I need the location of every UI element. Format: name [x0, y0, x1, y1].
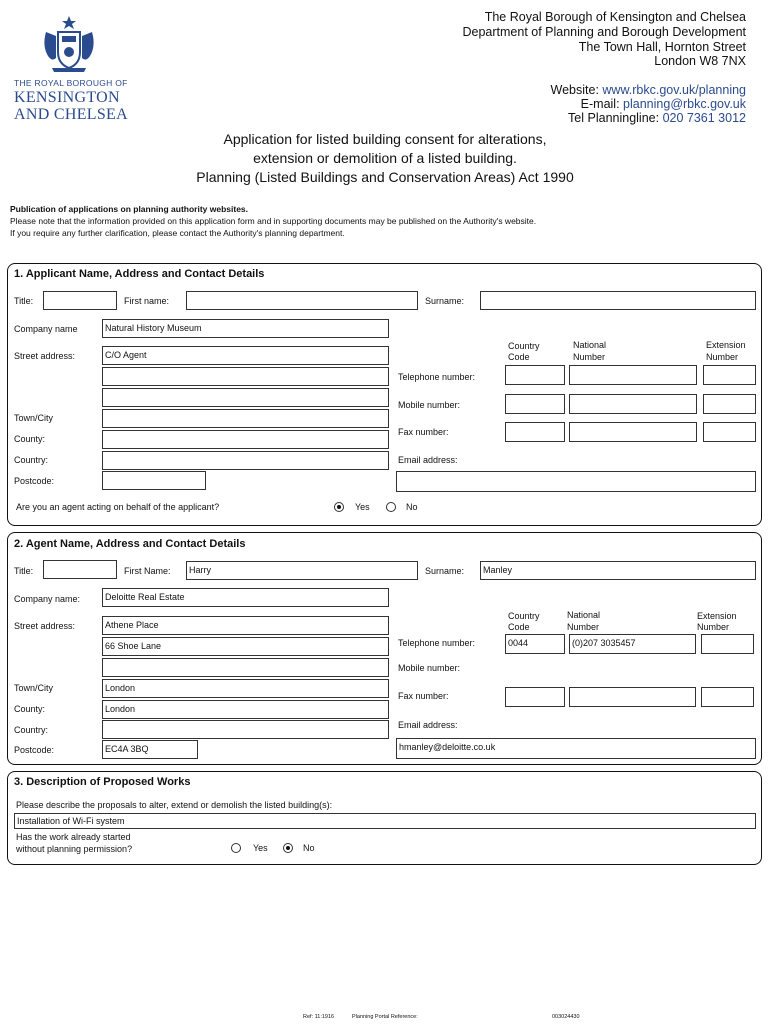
s1-town-label: Town/City: [14, 413, 54, 423]
s1-fax-national-input[interactable]: [569, 422, 697, 442]
s1-surname-input[interactable]: [480, 291, 756, 310]
s1-first-name-label: First name:: [124, 296, 170, 306]
s1-national-hdr-2: Number: [573, 352, 606, 362]
address-line-1: The Town Hall, Hornton Street: [578, 40, 746, 54]
s2-national-hdr-2: Number: [567, 622, 600, 632]
s2-first-name-input[interactable]: Harry: [186, 561, 418, 580]
footer-ref: Ref: 11:1916: [303, 1014, 335, 1020]
s1-mobile-country-code-input[interactable]: [505, 394, 565, 414]
tel-line: [568, 111, 746, 126]
started-no-label: No: [303, 843, 315, 853]
s1-street-input-2[interactable]: [102, 367, 389, 386]
s2-town-input[interactable]: London: [102, 679, 389, 698]
form-title-line-2: extension or demolition of a listed building.: [253, 150, 517, 166]
s1-email-label: Email address:: [398, 455, 458, 465]
s1-country-input[interactable]: [102, 451, 389, 470]
s2-telephone-label: Telephone number:: [398, 638, 476, 648]
s1-street-input-3[interactable]: [102, 388, 389, 407]
website-link[interactable]: www.rbkc.gov.uk/planning: [602, 83, 746, 97]
s2-postcode-label: Postcode:: [14, 745, 55, 755]
address-line-2: London W8 7NX: [654, 54, 746, 68]
s2-tel-national-input[interactable]: (0)207 3035457: [569, 634, 696, 654]
s2-country-input[interactable]: [102, 720, 389, 739]
s2-first-name-label: First Name:: [124, 566, 171, 576]
s1-mobile-national-input[interactable]: [569, 394, 697, 414]
s2-title-input[interactable]: [43, 560, 117, 579]
s1-fax-extension-input[interactable]: [703, 422, 756, 442]
section-2-title: 2. Agent Name, Address and Contact Details: [14, 538, 246, 550]
s2-fax-national-input[interactable]: [569, 687, 696, 707]
started-no-radio[interactable]: [283, 843, 293, 853]
s1-surname-label: Surname:: [425, 296, 465, 306]
s1-email-input[interactable]: [396, 471, 756, 492]
s2-fax-label: Fax number:: [398, 691, 449, 701]
s1-postcode-input[interactable]: [102, 471, 206, 490]
s2-title-label: Title:: [14, 566, 34, 576]
s2-county-label: County:: [14, 704, 46, 714]
s1-national-hdr-1: National: [573, 340, 607, 350]
s2-surname-label: Surname:: [425, 566, 465, 576]
s1-street-label: Street address:: [14, 351, 76, 361]
s1-postcode-label: Postcode:: [14, 476, 55, 486]
s1-county-label: County:: [14, 434, 46, 444]
footer-portal-ref: 003024430: [552, 1014, 580, 1020]
s1-country-code-hdr-1: Country: [508, 341, 540, 351]
s2-county-input[interactable]: London: [102, 700, 389, 719]
footer-portal-label: Planning Portal Reference:: [352, 1014, 418, 1020]
s1-company-label: Company name: [14, 324, 78, 334]
council-name: The Royal Borough of Kensington and Chelsea: [484, 10, 746, 24]
website-label: Website:: [550, 83, 599, 97]
s2-town-label: Town/City: [14, 683, 54, 693]
tel-number: 020 7361 3012: [662, 111, 746, 125]
logo-line-3: AND CHELSEA: [14, 106, 128, 123]
agent-no-radio[interactable]: [386, 502, 396, 512]
agent-yes-radio[interactable]: [334, 502, 344, 512]
s1-tel-extension-input[interactable]: [703, 365, 756, 385]
agent-question: Are you an agent acting on behalf of the applicant?: [16, 502, 220, 512]
logo-line-1: THE ROYAL BOROUGH OF: [14, 78, 128, 88]
agent-yes-label: Yes: [355, 502, 370, 512]
s2-country-code-hdr-1: Country: [508, 611, 540, 621]
s2-tel-extension-input[interactable]: [701, 634, 754, 654]
s1-tel-country-code-input[interactable]: [505, 365, 565, 385]
email-line: [581, 97, 746, 112]
form-title-line-3: Planning (Listed Buildings and Conservation Areas) Act 1990: [196, 169, 574, 185]
tel-label: Tel Planningline:: [568, 111, 660, 125]
started-question-line-1: Has the work already started: [16, 832, 131, 842]
agent-no-label: No: [406, 502, 418, 512]
s2-company-label: Company name:: [14, 594, 81, 604]
s2-mobile-label: Mobile number:: [398, 663, 461, 673]
s1-company-input[interactable]: Natural History Museum: [102, 319, 389, 338]
s2-email-input[interactable]: hmanley@deloitte.co.uk: [396, 738, 756, 759]
s2-fax-extension-input[interactable]: [701, 687, 754, 707]
form-title-line-1: Application for listed building consent for alterations,: [223, 131, 547, 147]
s2-country-code-hdr-2: Code: [508, 622, 530, 632]
s1-county-input[interactable]: [102, 430, 389, 449]
council-crest-icon: [38, 12, 100, 74]
s1-extension-hdr-1: Extension: [706, 340, 746, 350]
s1-fax-country-code-input[interactable]: [505, 422, 565, 442]
started-question-line-2: without planning permission?: [16, 844, 133, 854]
email-link[interactable]: planning@rbkc.gov.uk: [623, 97, 746, 111]
form-title: [0, 130, 770, 187]
s2-street-label: Street address:: [14, 621, 76, 631]
s2-tel-country-code-input[interactable]: 0044: [505, 634, 565, 654]
email-label: E-mail:: [580, 97, 620, 111]
publication-text-1: Please note that the information provided on this application form and in supporting documents may be published on the Authority's website.: [10, 216, 537, 226]
s2-extension-hdr-1: Extension: [697, 611, 737, 621]
s2-street-input-2[interactable]: 66 Shoe Lane: [102, 637, 389, 656]
s2-surname-input[interactable]: Manley: [480, 561, 756, 580]
department-name: Department of Planning and Borough Development: [462, 25, 746, 39]
s1-extension-hdr-2: Number: [706, 352, 739, 362]
description-prompt: Please describe the proposals to alter, extend or demolish the listed building(s):: [16, 800, 333, 810]
section-1-title: 1. Applicant Name, Address and Contact Details: [14, 268, 265, 280]
s1-tel-national-input[interactable]: [569, 365, 697, 385]
s2-fax-country-code-input[interactable]: [505, 687, 565, 707]
s2-email-label: Email address:: [398, 720, 458, 730]
description-input[interactable]: Installation of Wi-Fi system: [14, 813, 756, 829]
section-3-title: 3. Description of Proposed Works: [14, 776, 191, 788]
s1-country-label: Country:: [14, 455, 49, 465]
s2-extension-hdr-2: Number: [697, 622, 730, 632]
s1-town-input[interactable]: [102, 409, 389, 428]
s2-company-input[interactable]: Deloitte Real Estate: [102, 588, 389, 607]
s1-title-input[interactable]: [43, 291, 117, 310]
s1-country-code-hdr-2: Code: [508, 352, 530, 362]
publication-heading: Publication of applications on planning authority websites.: [10, 204, 249, 214]
s2-national-hdr-1: National: [567, 610, 601, 620]
started-yes-label: Yes: [253, 843, 268, 853]
s1-mobile-label: Mobile number:: [398, 400, 461, 410]
s1-first-name-input[interactable]: [186, 291, 418, 310]
s2-street-input-1[interactable]: Athene Place: [102, 616, 389, 635]
s1-fax-label: Fax number:: [398, 427, 449, 437]
s1-street-input-1[interactable]: C/O Agent: [102, 346, 389, 365]
website-line: [551, 83, 746, 98]
s2-street-input-3[interactable]: [102, 658, 389, 677]
logo-line-2: KENSINGTON: [14, 89, 120, 106]
s1-telephone-label: Telephone number:: [398, 372, 476, 382]
s1-mobile-extension-input[interactable]: [703, 394, 756, 414]
started-yes-radio[interactable]: [231, 843, 241, 853]
publication-text-2: If you require any further clarification, please contact the Authority's planning department.: [10, 228, 345, 238]
s2-country-label: Country:: [14, 725, 49, 735]
s1-title-label: Title:: [14, 296, 34, 306]
s2-postcode-input[interactable]: EC4A 3BQ: [102, 740, 198, 759]
